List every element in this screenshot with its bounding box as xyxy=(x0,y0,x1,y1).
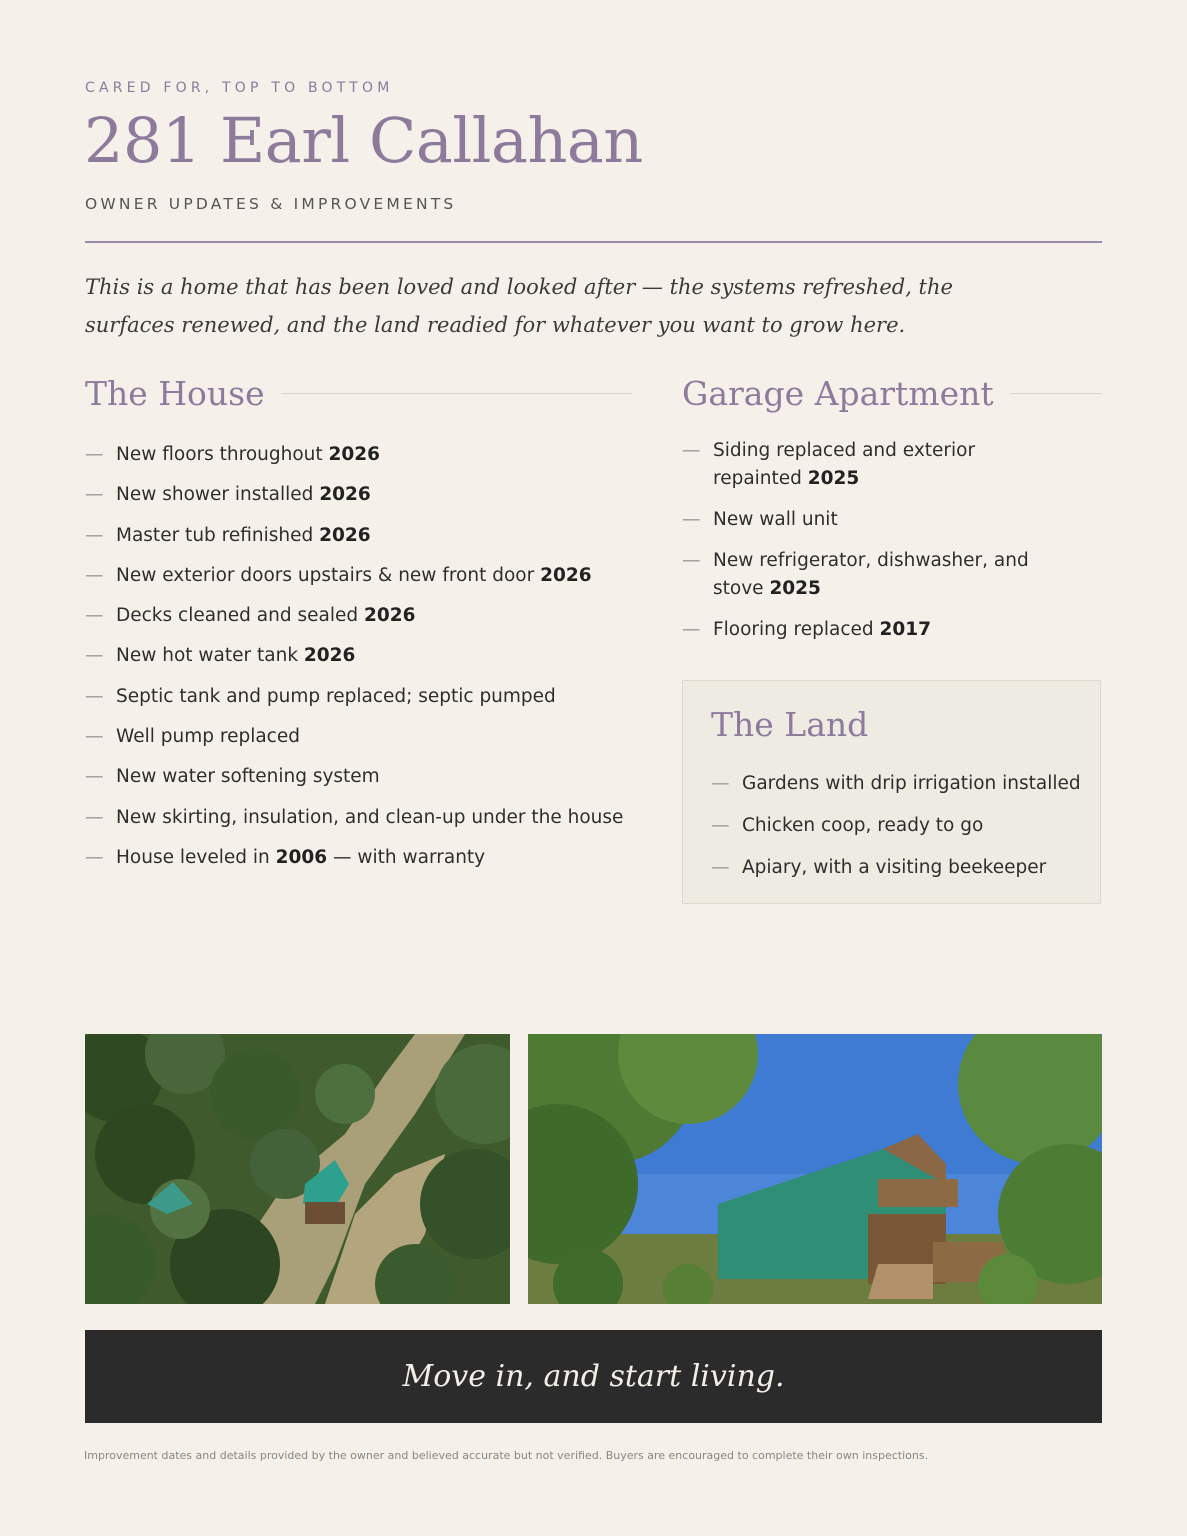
list-item xyxy=(711,854,1091,882)
page-title: 281 Earl Callahan xyxy=(84,104,643,177)
dash-bullet: — xyxy=(682,550,701,571)
list-item xyxy=(85,562,645,590)
list-item xyxy=(85,763,645,791)
list-item xyxy=(711,770,1091,798)
dash-bullet: — xyxy=(85,564,104,586)
garage-photo-illustration xyxy=(528,1034,1102,1304)
item-year: 2006 xyxy=(275,846,328,868)
dash-bullet: — xyxy=(711,857,730,878)
item-year: 2026 xyxy=(328,444,381,465)
dash-bullet: — xyxy=(711,815,730,836)
house-heading-rule xyxy=(281,393,632,394)
list-item xyxy=(85,683,645,711)
dash-bullet: — xyxy=(85,726,104,748)
list-item xyxy=(85,844,645,872)
closing-banner xyxy=(85,1330,1102,1423)
dash-bullet: — xyxy=(85,484,104,506)
list-item xyxy=(85,522,645,550)
garage-list xyxy=(682,437,1042,657)
list-item xyxy=(85,441,645,469)
item-text: New shower installed xyxy=(116,484,314,506)
list-item xyxy=(85,481,645,509)
dash-bullet: — xyxy=(85,766,104,788)
item-text: Siding replaced and exterior repainted xyxy=(713,440,976,489)
item-text: New water softening system xyxy=(116,766,380,788)
item-year: 2026 xyxy=(303,645,356,667)
land-panel xyxy=(682,680,1101,904)
item-text: New floors throughout xyxy=(116,444,323,465)
house-heading-text: The House xyxy=(85,374,265,413)
aerial-photo-illustration xyxy=(85,1034,510,1304)
dash-bullet: — xyxy=(85,685,104,707)
item-year: 2026 xyxy=(364,605,416,627)
dash-bullet: — xyxy=(682,509,701,530)
item-text: Chicken coop, ready to go xyxy=(742,815,984,836)
dash-bullet: — xyxy=(85,444,104,465)
item-year: 2026 xyxy=(540,564,592,586)
dash-bullet: — xyxy=(85,846,104,868)
land-heading: The Land xyxy=(711,705,869,744)
dash-bullet: — xyxy=(682,619,701,640)
item-year: 2026 xyxy=(319,524,371,546)
item-text: Septic tank and pump replaced; septic pumped xyxy=(116,685,556,707)
item-year: 2025 xyxy=(769,578,821,599)
garage-heading-text: Garage Apartment xyxy=(682,374,994,413)
intro-paragraph: This is a home that has been loved and looked after — the systems refreshed, the surfaces renewed, and the land readied for whatever you want to grow here. xyxy=(85,275,953,337)
dash-bullet: — xyxy=(85,645,104,667)
house-section-heading xyxy=(85,374,632,413)
dash-bullet: — xyxy=(711,773,730,794)
list-item xyxy=(682,547,1042,603)
dash-bullet: — xyxy=(85,806,104,828)
list-item xyxy=(85,602,645,630)
list-item xyxy=(711,812,1091,840)
banner-tagline: Move in, and start living. xyxy=(402,1359,785,1394)
item-year: 2025 xyxy=(807,468,860,489)
item-text: New hot water tank xyxy=(116,645,299,667)
list-item xyxy=(85,642,645,670)
garage-heading-rule xyxy=(1010,393,1102,394)
list-item xyxy=(682,506,1042,534)
item-text: New wall unit xyxy=(713,509,838,530)
list-item xyxy=(85,804,645,832)
item-text: Decks cleaned and sealed xyxy=(116,605,359,627)
footer-disclaimer: Improvement dates and details provided by the owner and believed accurate but not verified. Buyers are encouraged to complete their own inspections. xyxy=(84,1449,929,1462)
item-text: New exterior doors upstairs & new front door xyxy=(116,564,535,586)
page-subtitle: OWNER UPDATES & IMPROVEMENTS xyxy=(85,195,457,213)
header-divider xyxy=(85,241,1102,243)
garage-section-heading xyxy=(682,374,1102,413)
item-text: New skirting, insulation, and clean-up under the house xyxy=(116,806,624,828)
item-text: Well pump replaced xyxy=(116,726,300,748)
aerial-property-photo xyxy=(85,1034,510,1304)
land-list xyxy=(711,770,1091,896)
item-text: Master tub refinished xyxy=(116,524,314,546)
garage-apartment-photo xyxy=(528,1034,1102,1304)
item-text: Gardens with drip irrigation installed xyxy=(742,773,1081,794)
list-item xyxy=(682,437,1042,493)
item-year: 2026 xyxy=(319,484,371,506)
item-text: Flooring replaced xyxy=(713,619,874,640)
list-item xyxy=(85,723,645,751)
item-note: — with warranty xyxy=(333,846,486,868)
house-list xyxy=(85,441,645,884)
item-text: House leveled in xyxy=(116,846,270,868)
item-text: New refrigerator, dishwasher, and stove xyxy=(713,550,1029,599)
dash-bullet: — xyxy=(682,440,701,461)
item-year: 2017 xyxy=(879,619,932,640)
eyebrow: CARED FOR, TOP TO BOTTOM xyxy=(85,80,394,96)
list-item xyxy=(682,616,1042,644)
dash-bullet: — xyxy=(85,524,104,546)
dash-bullet: — xyxy=(85,605,104,627)
item-text: Apiary, with a visiting beekeeper xyxy=(742,857,1047,878)
